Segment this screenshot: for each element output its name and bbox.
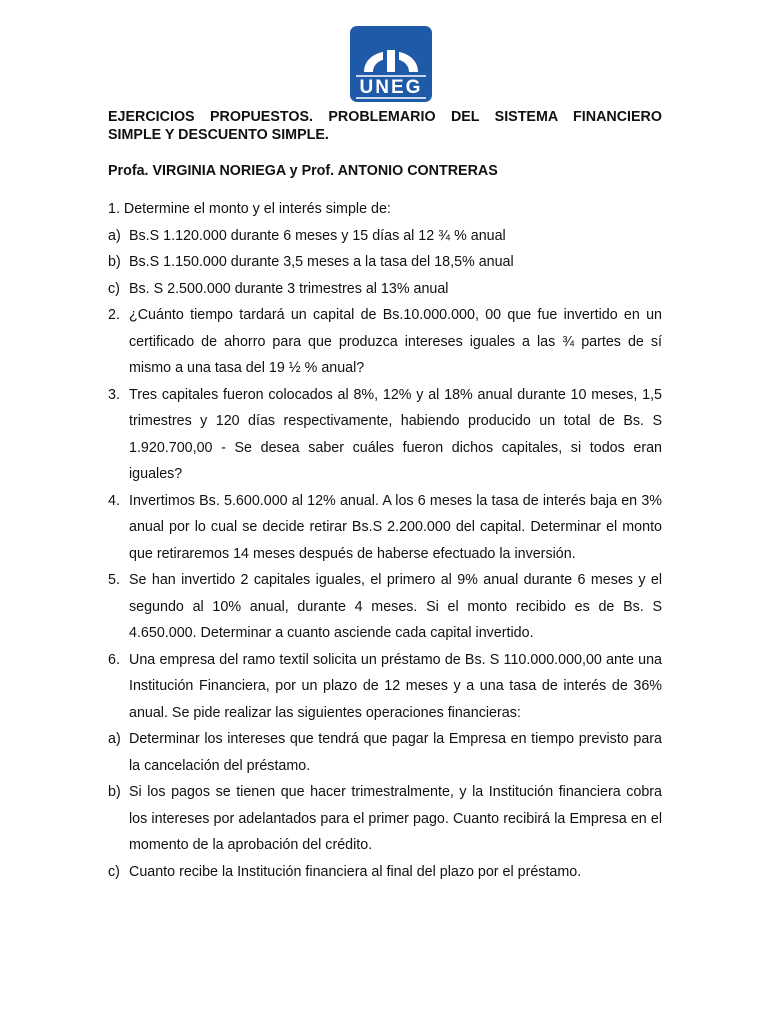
list-item-marker: b) (108, 254, 121, 270)
list-item-text: Invertimos Bs. 5.600.000 al 12% anual. A los 6 meses la tasa de interés baja en 3% anual por lo cual se decide retirar Bs.S 2.200.000 del capital. Determinar el monto que retiraremos 14 meses después de haberse efectuado la inversión. (129, 492, 662, 562)
list-item-text: Tres capitales fueron colocados al 8%, 12% y al 18% anual durante 10 meses, 1,5 trimestres y 120 días respectivamente, habiendo producido un total de Bs. S 1.920.700,00 - Se desea saber cuáles fueron dichos capitales, si todos eran iguales? (129, 386, 662, 482)
list-item-text: Cuanto recibe la Institución financiera al final del plazo por el préstamo. (129, 863, 582, 880)
authors: Profa. VIRGINIA NORIEGA y Prof. ANTONIO CONTRERAS (108, 163, 498, 179)
list-item-text: Bs. S 2.500.000 durante 3 trimestres al 13% anual (129, 280, 449, 297)
exercise-1-intro: 1. Determine el monto y el interés simple de: (108, 201, 391, 217)
list-item-marker: b) (108, 784, 121, 800)
list-item-marker: a) (108, 227, 121, 244)
document-title (108, 108, 662, 144)
list-item (108, 859, 662, 886)
list-item (108, 488, 662, 568)
list-item-marker: 5. (108, 572, 120, 588)
list-item-marker: c) (108, 280, 120, 297)
list-item-text: Una empresa del ramo textil solicita un préstamo de Bs. S 110.000.000,00 ante una Institución Financiera, por un plazo de 12 meses y a una tasa de interés de 36% anual. Se pide realizar las siguientes operaciones financieras: (129, 651, 662, 721)
list-item-marker: 2. (108, 307, 120, 323)
document-title-line-1: EJERCICIOS PROPUESTOS. PROBLEMARIO DEL SISTEMA FINANCIERO (108, 109, 662, 125)
list-item-text: Bs.S 1.120.000 durante 6 meses y 15 días al 12 ¾ % anual (129, 227, 506, 244)
document-title-line-2: SIMPLE Y DESCUENTO SIMPLE. (108, 127, 329, 143)
list-item-marker: a) (108, 731, 121, 747)
list-item (108, 779, 662, 859)
list-item (108, 647, 662, 727)
list-item (108, 567, 662, 647)
list-item-marker: 6. (108, 651, 120, 668)
list-item-text: Determinar los intereses que tendrá que pagar la Empresa en tiempo previsto para la cancelación del préstamo. (129, 731, 662, 774)
exercise-list (108, 223, 662, 886)
list-item (108, 249, 662, 276)
list-item (108, 382, 662, 488)
list-item-marker: c) (108, 863, 120, 880)
list-item (108, 276, 662, 303)
list-item-text: Si los pagos se tienen que hacer trimestralmente, y la Institución financiera cobra los intereses por adelantados para el primer pago. Cuanto recibirá la Empresa en el momento de la aprobación del crédito. (129, 784, 662, 853)
document-body (108, 108, 662, 885)
list-item-text: Se han invertido 2 capitales iguales, el primero al 9% anual durante 6 meses y el segundo al 10% anual, durante 4 meses. Si el monto recibido es de Bs. S 4.650.000. Determinar a cuanto asciende cada capital invertido. (129, 572, 662, 641)
list-item-marker: 4. (108, 492, 120, 509)
list-item-text: ¿Cuánto tiempo tardará un capital de Bs.10.000.000, 00 que fue invertido en un certificado de ahorro para que produzca intereses iguales a las ¾ partes de sí mismo a una tasa del 19 ½ % anual? (129, 307, 662, 376)
list-item (108, 726, 662, 779)
uneg-logo (350, 26, 432, 102)
list-item-marker: 3. (108, 386, 120, 403)
uneg-logo-text: UNEG (359, 77, 423, 98)
list-item (108, 302, 662, 382)
list-item-text: Bs.S 1.150.000 durante 3,5 meses a la tasa del 18,5% anual (129, 254, 514, 270)
list-item (108, 223, 662, 250)
